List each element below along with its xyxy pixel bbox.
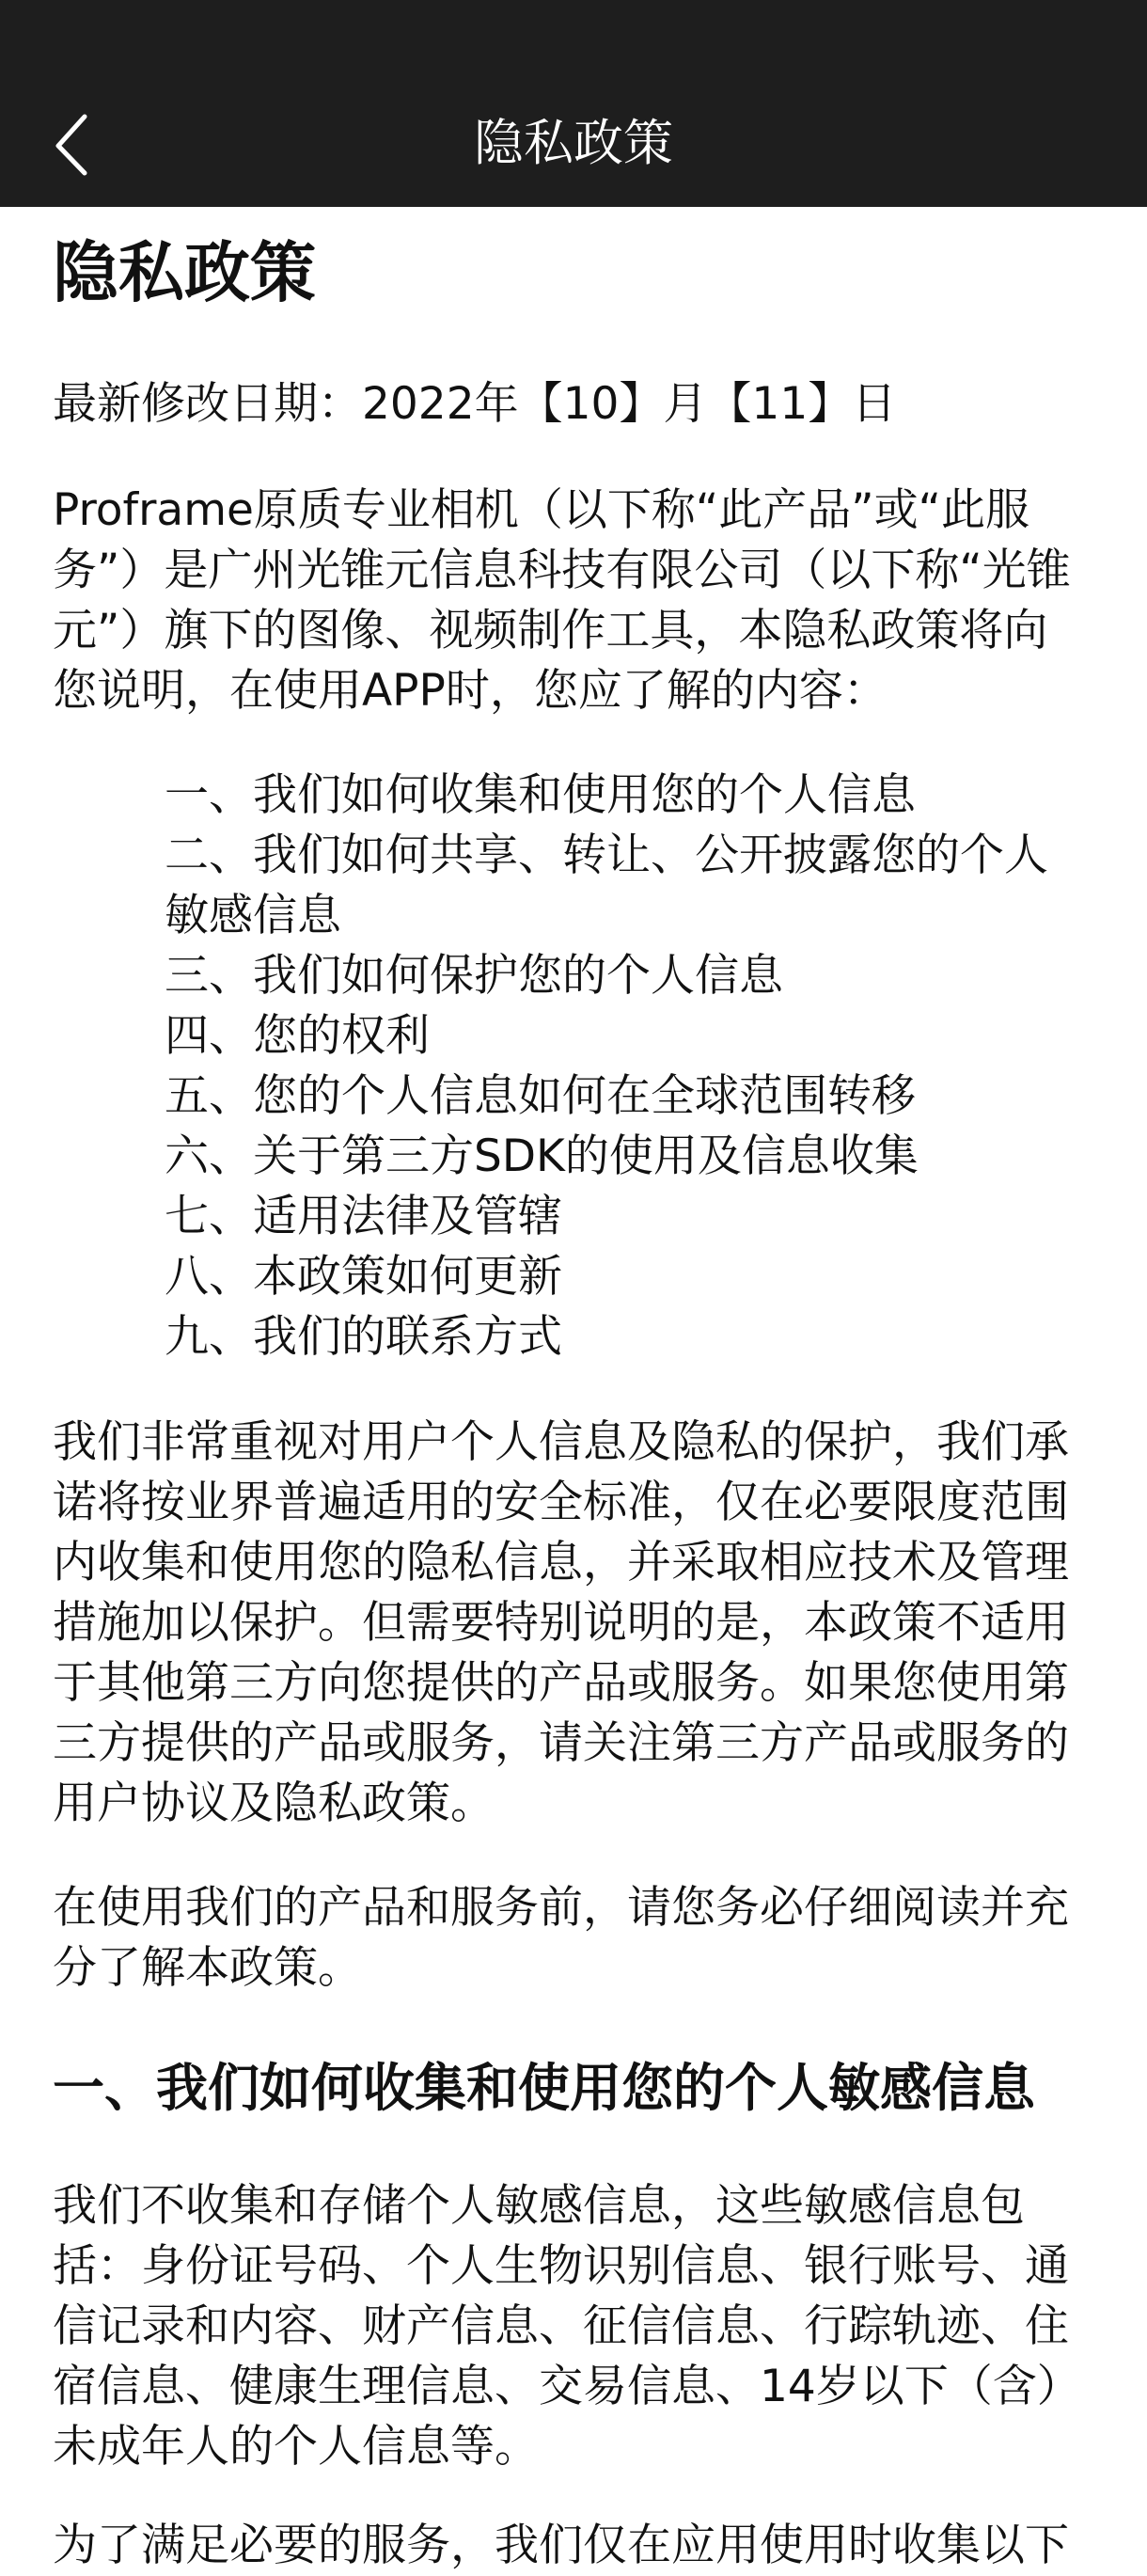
- toc-item-line: 四、您的权利: [165, 1010, 430, 1062]
- toc-item-line: 九、我们的联系方式: [165, 1311, 562, 1363]
- toc-item-line: 三、我们如何保护您的个人信息: [165, 950, 783, 1002]
- text-line: 用户协议及隐私政策。: [53, 1778, 495, 1829]
- text-line: 务”）是广州光锥元信息科技有限公司（以下称“光锥: [53, 545, 1071, 596]
- intro-paragraph: [53, 481, 1071, 721]
- toc-item-line: 敏感信息: [165, 890, 341, 941]
- text-line: 于其他第三方向您提供的产品或服务。如果您使用第: [53, 1657, 1069, 1709]
- privacy-commitment-paragraph: [53, 1413, 1069, 1834]
- text-line: 元”）旗下的图像、视频制作工具，本隐私政策将向: [53, 605, 1048, 656]
- text-line: 为了满足必要的服务，我们仅在应用使用时收集以下: [53, 2520, 1069, 2571]
- toc-item-line: 五、您的个人信息如何在全球范围转移: [165, 1070, 916, 1122]
- text-line: 我们非常重视对用户个人信息及隐私的保护，我们承: [53, 1416, 1069, 1468]
- table-of-contents: [165, 766, 1048, 1367]
- necessary-service-paragraph: [53, 2516, 1069, 2576]
- section-1-heading: 一、我们如何收集和使用您的个人敏感信息: [53, 2058, 1036, 2118]
- text-line: 内收集和使用您的隐私信息，并采取相应技术及管理: [53, 1537, 1069, 1588]
- text-line: 括：身份证号码、个人生物识别信息、银行账号、通: [53, 2240, 1069, 2292]
- text-line: 三方提供的产品或服务，请关注第三方产品或服务的: [53, 1717, 1069, 1769]
- text-line: Proframe原质专业相机（以下称“此产品”或“此服: [53, 484, 1029, 536]
- read-carefully-paragraph: [53, 1878, 1069, 1999]
- top-bar: [0, 0, 1147, 207]
- page-title: 隐私政策: [474, 115, 673, 172]
- toc-item-line: 二、我们如何共享、转让、公开披露您的个人: [165, 830, 1048, 881]
- modified-date: 最新修改日期：2022年【10】月【11】日: [53, 378, 897, 430]
- text-line: 我们不收集和存储个人敏感信息，这些敏感信息包: [53, 2180, 1025, 2232]
- toc-item-line: 八、本政策如何更新: [165, 1251, 562, 1303]
- sensitive-info-paragraph: [53, 2176, 1081, 2477]
- document-title: 隐私政策: [53, 234, 316, 311]
- text-line: 诺将按业界普遍适用的安全标准，仅在必要限度范围: [53, 1477, 1069, 1528]
- text-line: 分了解本政策。: [53, 1942, 362, 1994]
- toc-item-line: 一、我们如何收集和使用您的个人信息: [165, 769, 916, 821]
- text-line: 宿信息、健康生理信息、交易信息、14岁以下（含）: [53, 2361, 1081, 2412]
- text-line: 信记录和内容、财产信息、征信信息、行踪轨迹、住: [53, 2300, 1069, 2352]
- toc-item-line: 七、适用法律及管辖: [165, 1191, 562, 1242]
- text-line: 未成年人的个人信息等。: [53, 2421, 539, 2473]
- text-line: 您说明，在使用APP时，您应了解的内容：: [53, 665, 888, 717]
- text-line: 措施加以保护。但需要特别说明的是，本政策不适用: [53, 1597, 1069, 1649]
- toc-item-line: 六、关于第三方SDK的使用及信息收集: [165, 1130, 919, 1182]
- text-line: 在使用我们的产品和服务前，请您务必仔细阅读并充: [53, 1882, 1069, 1934]
